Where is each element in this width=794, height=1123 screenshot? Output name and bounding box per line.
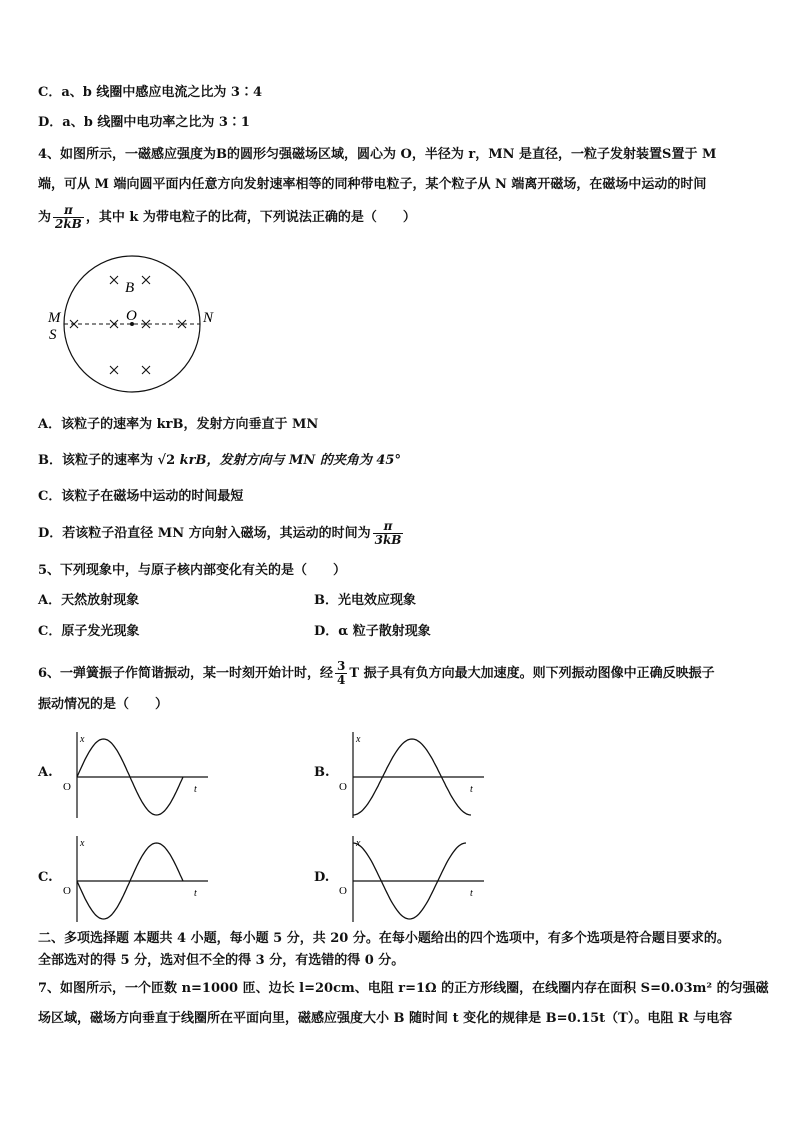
q7-stem-line1: 7、如图所示，一个匝数 n=1000 匝、边长 l=20cm、电阻 r=1Ω 的正方形线圈，在线圈内存在面积 S=0.03m² 的匀强磁	[38, 981, 769, 996]
q6-stem-line2: 振动情况的是（ ）	[38, 697, 169, 712]
q5-stem: 5、下列现象中，与原子核内部变化有关的是（ ）	[38, 563, 347, 578]
label-n: N	[203, 310, 214, 326]
origin-label: O	[339, 885, 347, 897]
q6-graph-d	[334, 834, 494, 924]
fraction-numerator: π	[373, 520, 404, 534]
label-s: S	[49, 327, 57, 343]
q4-stem-line3	[38, 204, 416, 231]
q6-graph-b-label: B.	[314, 765, 330, 780]
q3-option-c: C．a、b 线圈中感应电流之比为 3∶4	[38, 85, 263, 100]
origin-label: O	[63, 885, 71, 897]
section2-instructions-line1: 二、多项选择题 本题共 4 小题，每小题 5 分，共 20 分。在每小题给出的四个选项中，有多个选项是符合题目要求的。	[38, 931, 730, 946]
q5-option-b: B．光电效应现象	[314, 593, 416, 608]
y-axis-label: x	[356, 838, 361, 849]
origin-label: O	[339, 781, 347, 793]
x-axis-label: t	[194, 888, 197, 899]
origin-label: O	[63, 781, 71, 793]
q4-time-fraction	[53, 204, 84, 231]
q4-stem-line2: 端，可从 M 端向圆平面内任意方向发射速率相等的同种带电粒子，某个粒子从 N 端离开磁场，在磁场中运动的时间	[38, 177, 707, 192]
q6-graph-c-label: C.	[38, 870, 53, 885]
field-cross	[110, 366, 118, 374]
q6-period-fraction	[335, 660, 347, 687]
q4-option-b	[38, 452, 401, 470]
q5-option-a: A．天然放射现象	[38, 593, 140, 608]
y-axis-label: x	[80, 734, 85, 745]
q4-option-d-prefix: D．若该粒子沿直径 MN 方向射入磁场，其运动的时间为	[38, 526, 371, 541]
q6-graph-a-label: A.	[38, 765, 53, 780]
q4-option-b-suffix: krB，发射方向与 MN 的夹角为 45°	[179, 453, 401, 468]
q5-option-c: C．原子发光现象	[38, 624, 140, 639]
y-axis-label: x	[356, 734, 361, 745]
q4-stem-line1: 4、如图所示，一磁感应强度为B的圆形匀强磁场区域，圆心为 O，半径为 r，MN 是直径，一粒子发射装置S置于 M	[38, 147, 717, 162]
q6-stem-prefix: 6、一弹簧振子作简谐振动，某一时刻开始计时，经	[38, 666, 334, 681]
label-o: O	[126, 308, 137, 324]
x-axis-label: t	[470, 784, 473, 795]
label-m: M	[48, 310, 61, 326]
x-axis-label: t	[470, 888, 473, 899]
q3-option-d: D．a、b 线圈中电功率之比为 3∶1	[38, 115, 250, 130]
q4-option-a: A．该粒子的速率为 krB，发射方向垂直于 MN	[38, 417, 319, 432]
q4-circle-field-figure	[40, 254, 230, 399]
field-cross	[142, 366, 150, 374]
field-cross	[142, 276, 150, 284]
y-axis-label: x	[80, 838, 85, 849]
fraction-denominator: 2kB	[55, 217, 82, 231]
q6-graph-b	[334, 730, 494, 820]
fraction-numerator: π	[53, 204, 84, 218]
field-cross	[110, 276, 118, 284]
q4-option-d-fraction	[373, 520, 404, 547]
q6-stem-suffix: T 振子具有负方向最大加速度。则下列振动图像中正确反映振子	[349, 666, 715, 681]
section2-instructions-line2: 全部选对的得 5 分，选对但不全的得 3 分，有选错的得 0 分。	[38, 953, 405, 968]
fraction-denominator: 3kB	[374, 533, 402, 547]
fraction-numerator: 3	[337, 659, 346, 673]
q7-stem-line2: 场区域，磁场方向垂直于线圈所在平面向里，磁感应强度大小 B 随时间 t 变化的规律是 B=0.15t（T）。电阻 R 与电容	[38, 1011, 733, 1026]
q6-graph-a	[58, 730, 218, 820]
q4-option-b-prefix: B．该粒子的速率为	[38, 453, 153, 468]
q4-stem-suffix: ，其中 k 为带电粒子的比荷，下列说法正确的是（ ）	[85, 210, 416, 225]
sqrt-two: √2	[157, 453, 176, 468]
q6-stem-line1	[38, 660, 715, 687]
fraction-denominator: 4	[337, 673, 346, 687]
q6-graph-c	[58, 834, 218, 924]
q4-stem-prefix: 为	[38, 210, 52, 225]
q4-option-d	[38, 520, 405, 547]
q6-graph-d-label: D.	[314, 870, 330, 885]
q4-option-c: C．该粒子在磁场中运动的时间最短	[38, 489, 244, 504]
label-b: B	[125, 280, 135, 296]
q5-option-d: D．α 粒子散射现象	[314, 624, 431, 639]
x-axis-label: t	[194, 784, 197, 795]
